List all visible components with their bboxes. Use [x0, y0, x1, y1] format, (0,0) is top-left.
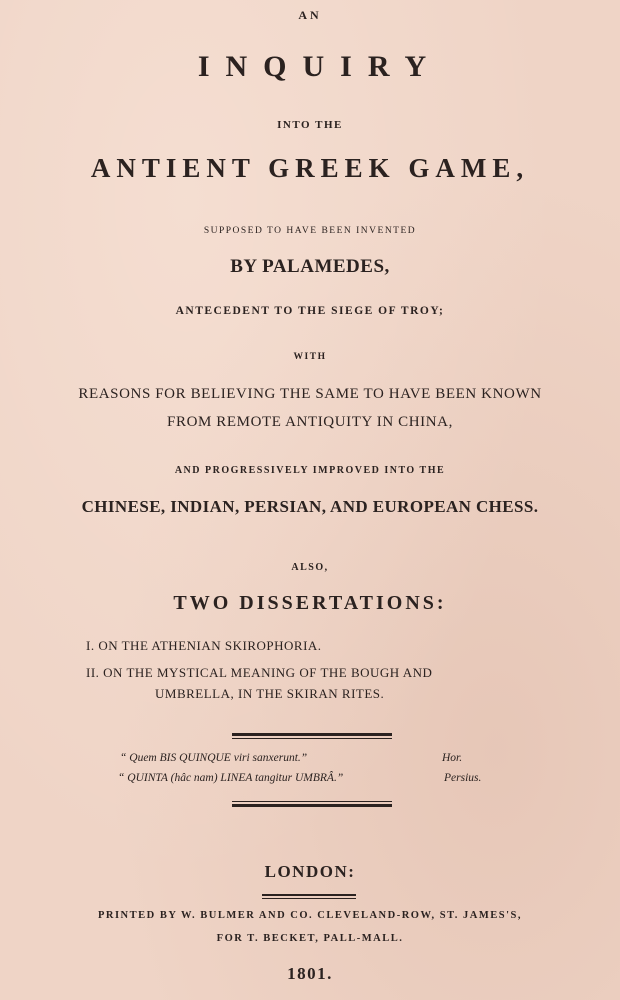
publication-year: 1801. [287, 964, 333, 983]
imprint-rule [262, 894, 356, 899]
main-title-inquiry: INQUIRY [197, 50, 443, 83]
epigraph-author-2: Persius. [444, 772, 482, 784]
by-palamedes-line: BY PALAMEDES, [230, 256, 390, 277]
article-word: AN [298, 8, 322, 22]
dissertation-item-2-line-2: UMBRELLA, IN THE SKIRAN RITES. [155, 686, 385, 701]
two-dissertations-heading: TWO DISSERTATIONS: [173, 592, 447, 614]
imprint-city: LONDON: [264, 862, 356, 881]
dissertation-item-1: I. ON THE ATHENIAN SKIROPHORIA. [86, 638, 322, 653]
antecedent-line: ANTECEDENT TO THE SIEGE OF TROY; [175, 305, 445, 317]
printer-line-2: FOR T. BECKET, PALL-MALL. [216, 933, 404, 944]
epigraph-author-1: Hor. [442, 752, 463, 764]
reasons-line-2: FROM REMOTE ANTIQUITY IN CHINA, [167, 414, 453, 430]
dissertation-item-2-line-1: II. ON THE MYSTICAL MEANING OF THE BOUGH AND [86, 665, 433, 680]
double-rule-top [232, 733, 392, 739]
epigraph-quote-2: “ QUINTA (hâc nam) LINEA tangitur UMBRÂ.” [118, 772, 344, 784]
main-title-greek-game: ANTIENT GREEK GAME, [90, 153, 530, 183]
epigraph-quote-1: “ Quem BIS QUINQUE viri sanxerunt.” [120, 752, 308, 764]
reasons-line-1: REASONS FOR BELIEVING THE SAME TO HAVE BEEN KNOWN [78, 386, 542, 402]
double-rule-bottom [232, 801, 392, 807]
supposed-line: SUPPOSED TO HAVE BEEN INVENTED [203, 226, 417, 236]
also-line: ALSO, [291, 562, 329, 573]
printer-line-1: PRINTED BY W. BULMER AND CO. CLEVELAND-ROW, ST. JAMES'S, [97, 910, 523, 921]
subtitle-into-the: INTO THE [277, 119, 343, 131]
progressively-line: AND PROGRESSIVELY IMPROVED INTO THE [174, 465, 446, 476]
chess-line: CHINESE, INDIAN, PERSIAN, AND EUROPEAN CHESS. [81, 497, 539, 516]
with-line: WITH [293, 352, 327, 362]
